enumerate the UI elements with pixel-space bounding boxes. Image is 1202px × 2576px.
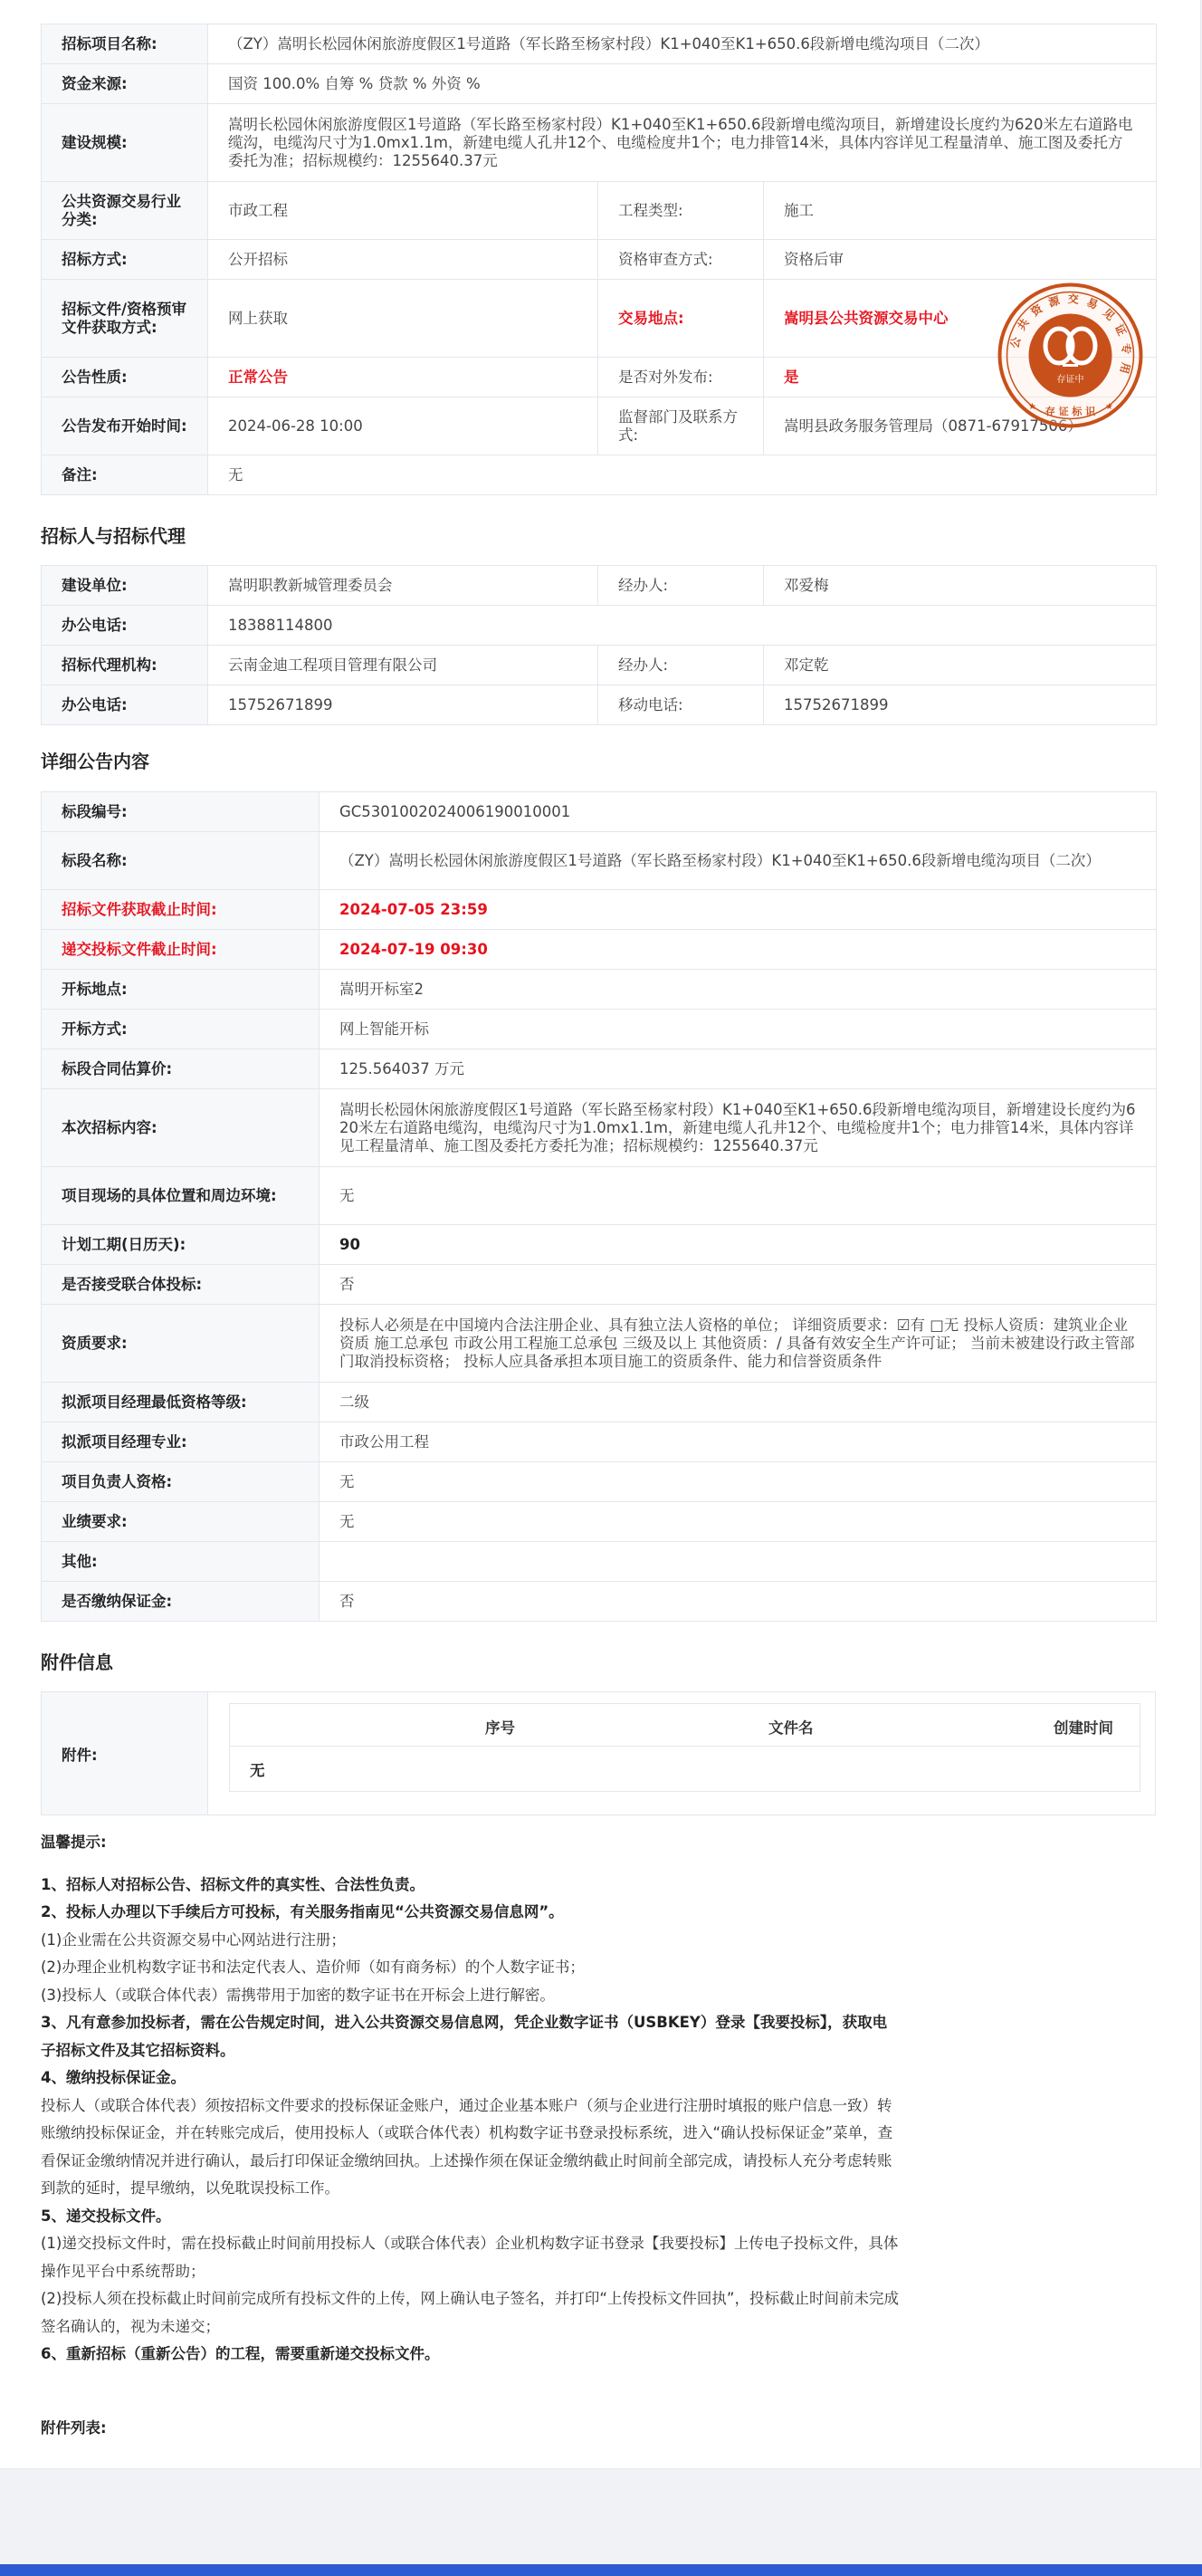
fund-source-label: 资金来源: <box>42 64 208 104</box>
tips-line: 1、招标人对招标公告、招标文件的真实性、合法性负责。 <box>41 1875 425 1893</box>
table-row <box>42 1462 1157 1502</box>
detail-value: 否 <box>320 1582 1157 1622</box>
detail-label: 是否接受联合体投标: <box>42 1265 320 1305</box>
handler-label: 经办人: <box>598 566 764 606</box>
publish-time-value: 2024-06-28 10:00 <box>208 397 598 455</box>
doc-access-value: 网上获取 <box>208 280 598 358</box>
svg-text:公 共 资 源 交 易 见 证 专 用: 公 共 资 源 交 易 见 证 专 用 <box>1007 292 1133 377</box>
build-unit-label: 建设单位: <box>42 566 208 606</box>
review-method-value: 资格后审 <box>764 240 1157 280</box>
table-row <box>42 890 1157 930</box>
attachment-table <box>229 1703 1140 1792</box>
detail-value: 无 <box>320 1462 1157 1502</box>
agency-phone-value: 15752671899 <box>208 685 598 725</box>
external-publish-value: 是 <box>764 358 1157 397</box>
project-type-value: 施工 <box>764 182 1157 240</box>
detail-value: 无 <box>320 1167 1157 1225</box>
table-row <box>42 970 1157 1010</box>
fund-source-value: 国资 100.0% 自筹 % 贷款 % 外资 % <box>208 64 1157 104</box>
supervise-label: 监督部门及联系方式: <box>598 397 764 455</box>
agency-handler-label: 经办人: <box>598 646 764 685</box>
external-publish-label: 是否对外发布: <box>598 358 764 397</box>
svg-text:存 证 标 识: 存 证 标 识 <box>1045 406 1096 417</box>
detail-label: 业绩要求: <box>42 1502 320 1542</box>
remark-value: 无 <box>208 455 1157 495</box>
tips-line: 4、缴纳投标保证金。 <box>41 2069 186 2086</box>
table-row <box>42 1305 1157 1383</box>
detail-label: 项目现场的具体位置和周边环境: <box>42 1167 320 1225</box>
svg-text:存证中: 存证中 <box>1056 375 1084 385</box>
project-type-label: 工程类型: <box>598 182 764 240</box>
table-row <box>42 832 1157 890</box>
attachment-label: 附件: <box>42 1692 208 1815</box>
project-name-value: （ZY）嵩明长松园休闲旅游度假区1号道路（军长路至杨家村段）K1+040至K1+650.6段新增电缆沟项目（二次） <box>208 24 1157 64</box>
scale-value: 嵩明长松园休闲旅游度假区1号道路（军长路至杨家村段）K1+040至K1+650.6段新增电缆沟项目，新增建设长度约为620米左右道路电缆沟，电缆沟尺寸为1.0mx1.1m，新建电缆人孔井12个、电缆检度井1个；电力排管14米，具体内容详见工程量清单、施工图及委托方委托为准；招标规模约：1255640.37元 <box>208 104 1157 182</box>
table-row <box>42 64 1157 104</box>
table-row <box>42 606 1157 646</box>
scale-label: 建设规模: <box>42 104 208 182</box>
industry-label: 公共资源交易行业分类: <box>42 182 208 240</box>
detail-value: 投标人必须是在中国境内合法注册企业、具有独立法人资格的单位； 详细资质要求：☑有 □无 投标人资质：建筑业企业资质 施工总承包 市政公用工程施工总承包 三级及以上 其他资质：/ 具备有效安全生产许可证； 当前未被建设行政主管部门取消投标资格； 投标人应具备承担本项目施工的资质条件、能力和信誉资质条件 <box>320 1305 1157 1383</box>
table-row <box>42 1542 1157 1582</box>
detail-value: GC5301002024006190010001 <box>320 792 1157 832</box>
table-row <box>42 1265 1157 1305</box>
table-row <box>42 685 1157 725</box>
agency-phone-label: 办公电话: <box>42 685 208 725</box>
agency-label: 招标代理机构: <box>42 646 208 685</box>
detail-label: 其他: <box>42 1542 320 1582</box>
detail-label: 开标方式: <box>42 1010 320 1049</box>
tips-block <box>41 1829 901 2369</box>
table-row <box>42 358 1157 397</box>
attachment-table-header <box>230 1704 1140 1747</box>
detail-value: 二级 <box>320 1383 1157 1422</box>
table-row <box>42 566 1157 606</box>
table-row <box>42 1582 1157 1622</box>
tips-line: (2)办理企业机构数字证书和法定代表人、造价师（如有商务标）的个人数字证书； <box>41 1958 585 1976</box>
attachment-box <box>41 1691 1156 1815</box>
tips-line: (2)投标人须在投标截止时间前完成所有投标文件的上传，网上确认电子签名，并打印“上传投标文件回执”，投标截止时间前未完成签名确认的，视为未递交； <box>41 2290 899 2335</box>
agency-handler-value: 邓定乾 <box>764 646 1157 685</box>
section-title-detail: 详细公告内容 <box>41 751 149 772</box>
detail-label: 标段合同估算价: <box>42 1049 320 1089</box>
handler-value: 邓爱梅 <box>764 566 1157 606</box>
detail-label: 是否缴纳保证金: <box>42 1582 320 1622</box>
detail-value: 市政公用工程 <box>320 1422 1157 1462</box>
detail-label: 项目负责人资格: <box>42 1462 320 1502</box>
agency-value: 云南金迪工程项目管理有限公司 <box>208 646 598 685</box>
table-row <box>42 646 1157 685</box>
detail-label: 拟派项目经理最低资格等级: <box>42 1383 320 1422</box>
remark-label: 备注: <box>42 455 208 495</box>
detail-label: 招标文件获取截止时间: <box>42 890 320 930</box>
detail-value: 2024-07-19 09:30 <box>320 930 1157 970</box>
tips-line: (1)递交投标文件时，需在投标截止时间前用投标人（或联合体代表）企业机构数字证书登录【我要投标】上传电子投标文件，具体操作见平台中系统帮助； <box>41 2235 899 2280</box>
supervise-value: 嵩明县政务服务管理局（0871-67917506） <box>764 397 1157 455</box>
tips-title: 温馨提示: <box>41 1834 107 1851</box>
detail-label: 资质要求: <box>42 1305 320 1383</box>
tender-method-label: 招标方式: <box>42 240 208 280</box>
table-row <box>42 1010 1157 1049</box>
review-method-label: 资格审查方式: <box>598 240 764 280</box>
detail-value: 网上智能开标 <box>320 1010 1157 1049</box>
publish-time-label: 公告发布开始时间: <box>42 397 208 455</box>
tender-method-value: 公开招标 <box>208 240 598 280</box>
trade-place-label: 交易地点: <box>598 280 764 358</box>
table-row <box>42 280 1157 358</box>
table-row <box>42 1502 1157 1542</box>
tips-line: 3、凡有意参加投标者，需在公告规定时间，进入公共资源交易信息网，凭企业数字证书（USBKEY）登录【我要投标】，获取电子招标文件及其它招标资料。 <box>41 2014 888 2059</box>
detail-value: 无 <box>320 1502 1157 1542</box>
section-title-attachment: 附件信息 <box>41 1652 113 1673</box>
footer-bar <box>0 2564 1202 2576</box>
project-name-label: 招标项目名称: <box>42 24 208 64</box>
table-row <box>42 1422 1157 1462</box>
detail-label: 递交投标文件截止时间: <box>42 930 320 970</box>
trade-place-value: 嵩明县公共资源交易中心 <box>764 280 1157 358</box>
seal-stamp-icon <box>996 281 1145 430</box>
table-row <box>42 24 1157 64</box>
tips-line: 投标人（或联合体代表）须按招标文件要求的投标保证金账户，通过企业基本账户（须与企业进行注册时填报的账户信息一致）转账缴纳投标保证金，并在转账完成后，使用投标人（或联合体代表）机构数字证书登录投标系统，进入“确认投标保证金”菜单，查看保证金缴纳情况并进行确认，最后打印保证金缴纳回执。上述操作须在保证金缴纳截止时间前全部完成，请投标人充分考虑转账到款的延时，提早缴纳，以免耽误投标工作。 <box>41 2096 893 2197</box>
detail-info-table <box>41 791 1157 1622</box>
table-row <box>42 397 1157 455</box>
detail-label: 本次招标内容: <box>42 1089 320 1167</box>
svg-text:★: ★ <box>1028 402 1036 412</box>
tips-line: 5、递交投标文件。 <box>41 2207 171 2225</box>
detail-value: （ZY）嵩明长松园休闲旅游度假区1号道路（军长路至杨家村段）K1+040至K1+650.6段新增电缆沟项目（二次） <box>320 832 1157 890</box>
mobile-value: 15752671899 <box>764 685 1157 725</box>
detail-label: 标段名称: <box>42 832 320 890</box>
attachment-empty: 无 <box>250 1762 265 1779</box>
tips-line: 6、重新招标（重新公告）的工程，需要重新递交投标文件。 <box>41 2345 440 2362</box>
col-created: 创建时间 <box>1054 1719 1113 1737</box>
detail-label: 标段编号: <box>42 792 320 832</box>
detail-value: 否 <box>320 1265 1157 1305</box>
detail-value: 90 <box>320 1225 1157 1265</box>
mobile-label: 移动电话: <box>598 685 764 725</box>
notice-nature-label: 公告性质: <box>42 358 208 397</box>
col-index: 序号 <box>485 1719 515 1737</box>
detail-value <box>320 1542 1157 1582</box>
office-phone-value: 18388114800 <box>208 606 1157 646</box>
table-row <box>42 182 1157 240</box>
detail-value: 嵩明长松园休闲旅游度假区1号道路（军长路至杨家村段）K1+040至K1+650.6段新增电缆沟项目，新增建设长度约为620米左右道路电缆沟，电缆沟尺寸为1.0mx1.1m，新建电缆人孔井12个、电缆检度井1个；电力排管14米，具体内容详见工程量清单、施工图及委托方委托为准；招标规模约：1255640.37元 <box>320 1089 1157 1167</box>
project-info-table <box>41 24 1157 495</box>
detail-value: 2024-07-05 23:59 <box>320 890 1157 930</box>
attachment-list-label: 附件列表: <box>41 2419 107 2437</box>
doc-access-label: 招标文件/资格预审文件获取方式: <box>42 280 208 358</box>
build-unit-value: 嵩明职教新城管理委员会 <box>208 566 598 606</box>
table-row <box>42 792 1157 832</box>
detail-value: 嵩明开标室2 <box>320 970 1157 1010</box>
tips-line: 2、投标人办理以下手续后方可投标，有关服务指南见“公共资源交易信息网”。 <box>41 1903 564 1920</box>
table-row <box>42 1225 1157 1265</box>
detail-label: 计划工期(日历天): <box>42 1225 320 1265</box>
agent-info-table <box>41 565 1157 725</box>
tips-line: (1)企业需在公共资源交易中心网站进行注册； <box>41 1930 346 1949</box>
svg-text:★: ★ <box>1105 402 1113 412</box>
tips-line: (3)投标人（或联合体代表）需携带用于加密的数字证书在开标会上进行解密。 <box>41 1986 555 2004</box>
detail-label: 拟派项目经理专业: <box>42 1422 320 1462</box>
notice-nature-value: 正常公告 <box>208 358 598 397</box>
table-row <box>42 1089 1157 1167</box>
detail-value: 125.564037 万元 <box>320 1049 1157 1089</box>
table-row <box>42 240 1157 280</box>
office-phone-label: 办公电话: <box>42 606 208 646</box>
table-row <box>42 104 1157 182</box>
section-title-agent: 招标人与招标代理 <box>41 525 186 547</box>
table-row <box>42 1167 1157 1225</box>
industry-value: 市政工程 <box>208 182 598 240</box>
col-filename: 文件名 <box>768 1719 814 1737</box>
table-row <box>42 1049 1157 1089</box>
detail-label: 开标地点: <box>42 970 320 1010</box>
table-row <box>42 930 1157 970</box>
table-row <box>42 455 1157 495</box>
table-row <box>42 1383 1157 1422</box>
